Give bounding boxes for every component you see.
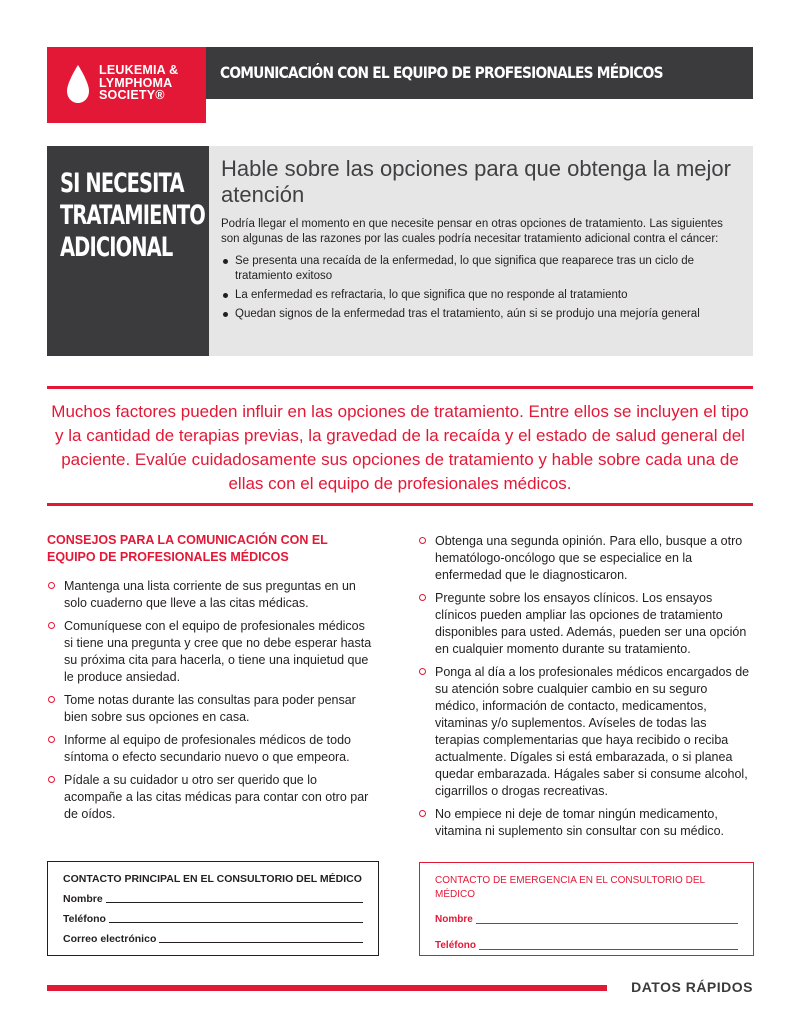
list-item: Pregunte sobre los ensayos clínicos. Los ensayos clínicos pueden ampliar las opciones de tratamiento disponibles para usted. Además, pueden ser una opción en cualquier momento durante su tratamiento. xyxy=(418,590,754,658)
section-intro: Podría llegar el momento en que necesite pensar en otras opciones de tratamiento. Las siguientes son algunas de las razones por las cuales podría necesitar tratamiento adicional contra el cáncer: xyxy=(221,218,723,245)
primary-contact-form xyxy=(47,861,379,956)
tips-heading-line: CONSEJOS PARA LA COMUNICACIÓN CON EL xyxy=(47,533,328,547)
list-item: Informe al equipo de profesionales médicos de todo síntoma o efecto secundario nuevo o que empeora. xyxy=(47,732,377,766)
blood-drop-icon xyxy=(65,64,91,104)
list-item: Comuníquese con el equipo de profesionales médicos si tiene una pregunta y cree que no debe esperar hasta su próxima cita para hacerla, o tiene una inquietud que le produce ansiedad. xyxy=(47,618,377,686)
fill-line[interactable] xyxy=(479,949,738,950)
tips-list-left xyxy=(47,578,377,823)
section-content xyxy=(209,146,753,356)
reasons-list xyxy=(221,254,741,322)
list-item: No empiece ni deje de tomar ningún medicamento, vitamina ni suplemento sin consultar con su médico. xyxy=(418,806,754,840)
field-label: Teléfono xyxy=(435,940,476,951)
phone-field[interactable] xyxy=(63,912,363,926)
logo-line: SOCIETY® xyxy=(99,88,165,102)
email-field[interactable] xyxy=(63,932,363,946)
tips-heading-line: EQUIPO DE PROFESIONALES MÉDICOS xyxy=(47,550,289,564)
tips-left-column xyxy=(47,532,377,829)
divider-top xyxy=(47,386,753,389)
footer-bar xyxy=(47,985,607,991)
logo-line: LYMPHOMA xyxy=(99,75,173,90)
emergency-contact-form xyxy=(419,862,754,956)
footer-label: DATOS RÁPIDOS xyxy=(631,979,753,995)
lls-logo xyxy=(47,47,206,123)
pull-quote: Muchos factores pueden influir en las opciones de tratamiento. Entre ellos se incluyen el tipo y la cantidad de terapias previas, la gravedad de la recaída y el estado de salud general del paciente. Evalúe cuidadosamente sus opciones de tratamiento y hable sobre cada una de ellas con el equipo de profesionales médicos. xyxy=(51,402,749,493)
list-item: Tome notas durante las consultas para poder pensar bien sobre sus opciones en casa. xyxy=(47,692,377,726)
fill-line[interactable] xyxy=(109,922,363,923)
fill-line[interactable] xyxy=(476,923,738,924)
logo-text xyxy=(99,64,178,102)
field-label: Nombre xyxy=(435,914,473,925)
phone-field[interactable] xyxy=(435,939,738,953)
header-bar xyxy=(206,47,753,99)
list-item: Pídale a su cuidador u otro ser querido que lo acompañe a las citas médicas para contar con otro par de oídos. xyxy=(47,772,377,823)
list-item: Mantenga una lista corriente de sus preguntas en un solo cuaderno que lleve a las citas médicas. xyxy=(47,578,377,612)
side-title-line: ADICIONAL xyxy=(60,232,173,263)
list-item: La enfermedad es refractaria, lo que significa que no responde al tratamiento xyxy=(221,288,741,303)
section-side-title xyxy=(60,168,205,264)
name-field[interactable] xyxy=(435,913,738,927)
section-side-panel xyxy=(47,146,209,356)
primary-contact-title: CONTACTO PRINCIPAL EN EL CONSULTORIO DEL MÉDICO xyxy=(63,873,362,885)
fill-line[interactable] xyxy=(106,902,363,903)
emergency-contact-title: CONTACTO DE EMERGENCIA EN EL CONSULTORIO DEL MÉDICO xyxy=(435,875,705,900)
field-label: Nombre xyxy=(63,893,103,905)
divider-bottom xyxy=(47,503,753,506)
field-label: Correo electrónico xyxy=(63,933,157,945)
field-label: Teléfono xyxy=(63,913,106,925)
tips-heading xyxy=(47,532,377,566)
list-item: Obtenga una segunda opinión. Para ello, busque a otro hematólogo-oncólogo que se especialice en la enfermedad que le diagnosticaron. xyxy=(418,533,754,584)
fill-line[interactable] xyxy=(159,942,363,943)
list-item: Se presenta una recaída de la enfermedad, lo que significa que reaparece tras un ciclo de tratamiento exitoso xyxy=(221,254,741,284)
list-item: Ponga al día a los profesionales médicos encargados de su atención sobre cualquier cambio en su seguro médico, información de contacto, medicamentos, vitaminas y/o suplementos. Avíseles de todas las terapias complementarias que haya recibido o reciba actualmente. Dígales si está embarazada, o si planea quedar embarazada. Hágales saber si consume alcohol, cigarrillos o drogas recreativas. xyxy=(418,664,754,800)
page-title: COMUNICACIÓN CON EL EQUIPO DE PROFESIONALES MÉDICOS xyxy=(220,63,663,82)
side-title-line: SI NECESITA xyxy=(60,168,184,199)
list-item: Quedan signos de la enfermedad tras el tratamiento, aún si se produjo una mejoría general xyxy=(221,307,741,322)
side-title-line: TRATAMIENTO xyxy=(60,200,205,231)
logo-line: LEUKEMIA & xyxy=(99,63,179,77)
name-field[interactable] xyxy=(63,892,363,906)
section-heading: Hable sobre las opciones para que obtenga la mejor atención xyxy=(221,156,731,207)
tips-list-right xyxy=(418,533,754,840)
tips-right-column xyxy=(418,533,754,846)
